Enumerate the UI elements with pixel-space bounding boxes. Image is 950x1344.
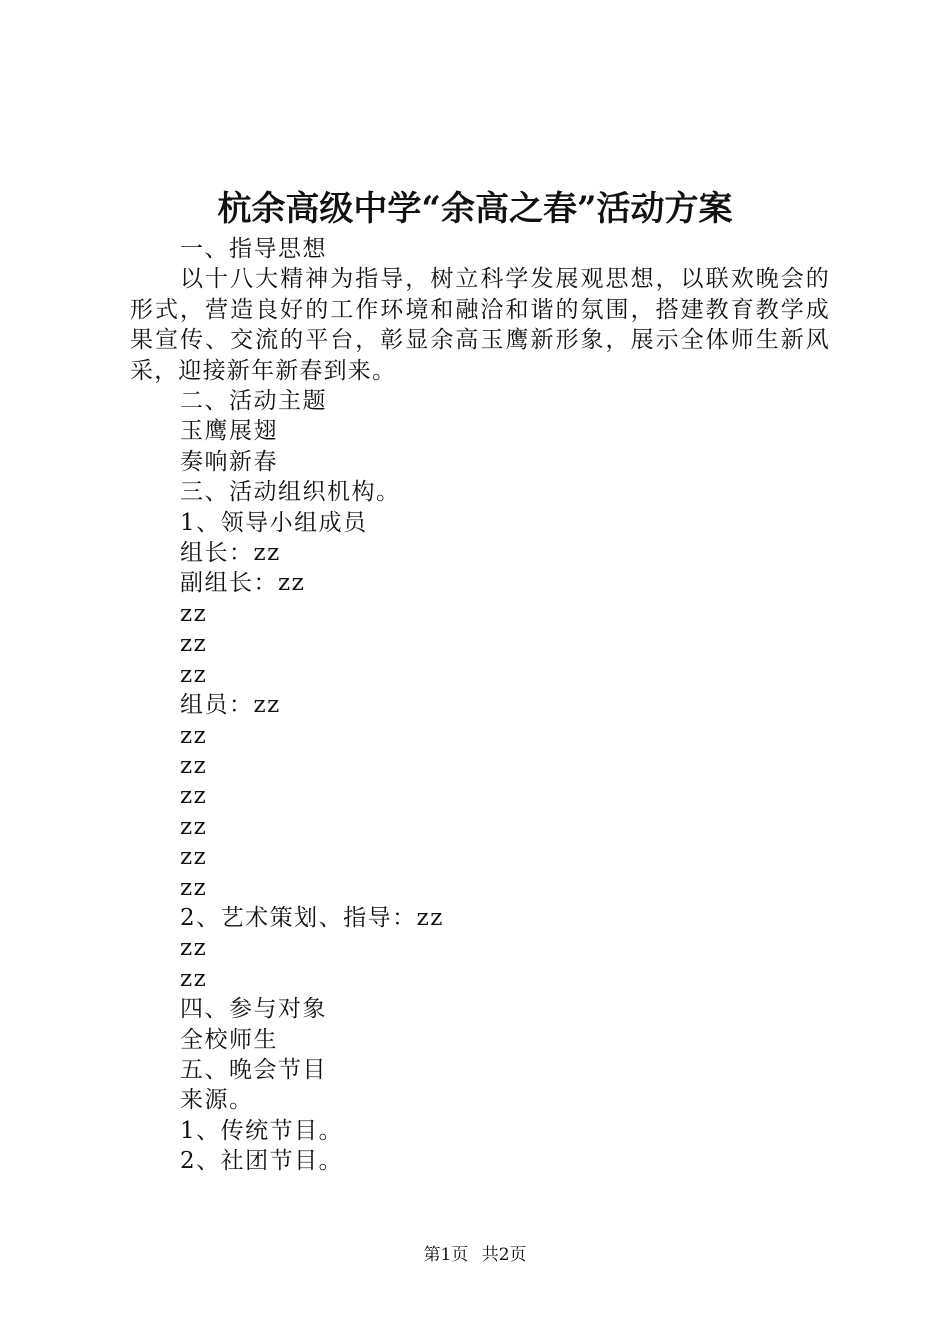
member-name-line: zz — [180, 722, 208, 749]
section-heading-programs: 五、晚会节目 — [180, 1056, 327, 1083]
group-leader-line: 组长：zz — [180, 540, 281, 567]
page-total: 共2页 — [481, 1245, 527, 1265]
participants-line: 全校师生 — [180, 1026, 278, 1053]
member-name-line: zz — [180, 844, 208, 871]
deputy-name-line: zz — [180, 631, 208, 658]
guiding-idea-paragraph: 以十八大精神为指导，树立科学发展观思想，以联欢晚会的形式，营造良好的工作环境和融洽和谐的氛围，搭建教育教学成果宣传、交流的平台，彰显余高玉鹰新形象，展示全体师生新风采，迎接新年新春到来。 — [130, 266, 830, 384]
leadership-group-heading: 1、领导小组成员 — [180, 509, 368, 536]
program-item-traditional: 1、传统节目。 — [180, 1117, 344, 1144]
member-name-line: zz — [180, 783, 208, 810]
programs-source-line: 来源。 — [180, 1087, 254, 1114]
document-title: 杭余高级中学“余高之春”活动方案 — [217, 189, 733, 229]
deputy-name-line: zz — [180, 661, 208, 688]
section-heading-guiding-idea: 一、指导思想 — [180, 236, 327, 262]
member-name-line: zz — [180, 752, 208, 779]
art-direction-line: 2、艺术策划、指导：zz — [180, 904, 444, 931]
deputy-name-line: zz — [180, 600, 208, 627]
members-line: 组员：zz — [180, 692, 281, 719]
theme-line-1: 玉鹰展翅 — [180, 418, 278, 445]
theme-line-2: 奏响新春 — [180, 448, 278, 475]
member-name-line: zz — [180, 874, 208, 901]
program-item-club: 2、社团节目。 — [180, 1148, 344, 1175]
member-name-line: zz — [180, 813, 208, 840]
art-direction-name-line: zz — [180, 935, 208, 962]
section-heading-theme: 二、活动主题 — [180, 388, 327, 415]
page-number: 第1页 — [423, 1245, 469, 1265]
deputy-leader-line: 副组长：zz — [180, 570, 306, 597]
section-heading-participants: 四、参与对象 — [180, 996, 327, 1023]
page-footer — [0, 1240, 950, 1270]
document-body — [130, 234, 830, 1177]
section-heading-organization: 三、活动组织机构。 — [180, 479, 401, 506]
art-direction-name-line: zz — [180, 965, 208, 992]
